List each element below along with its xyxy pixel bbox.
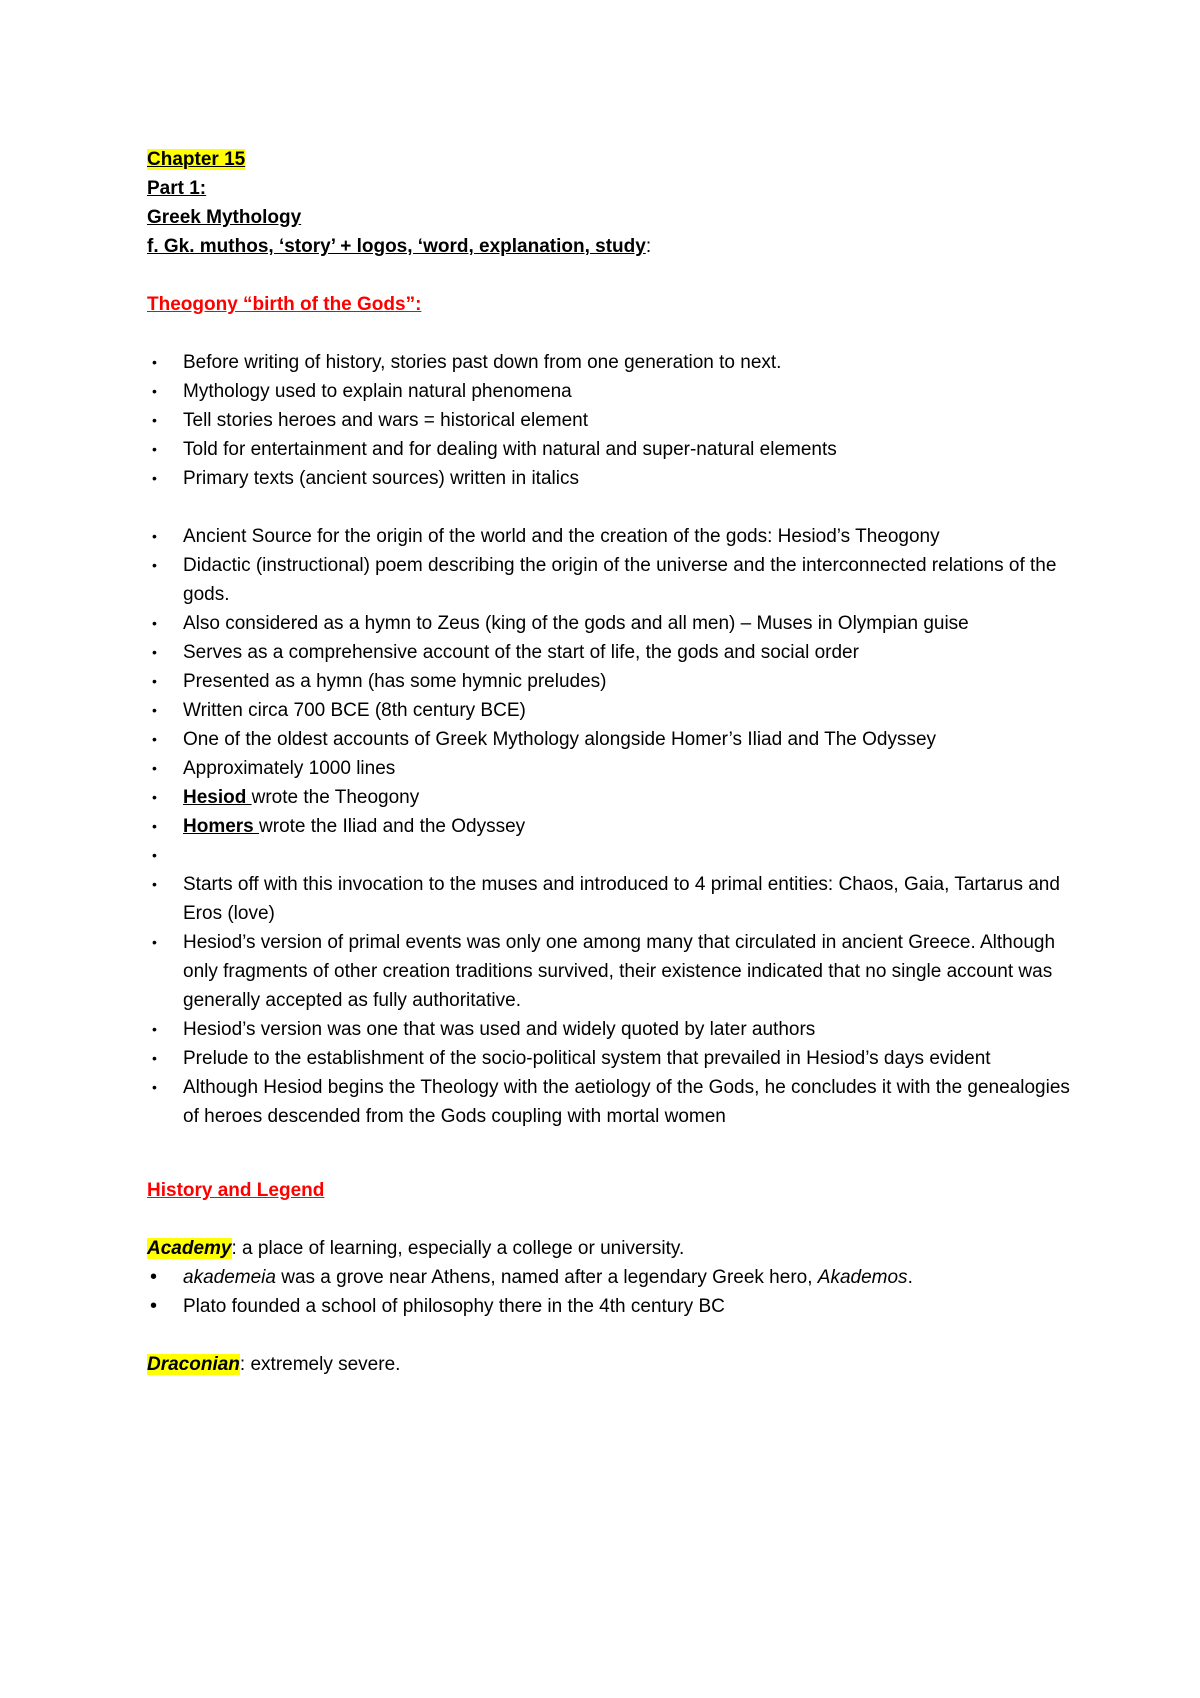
list-item: • Told for entertainment and for dealing with natural and super-natural elements xyxy=(147,435,1077,464)
theogony-list-1 xyxy=(147,348,1077,493)
list-item: • Presented as a hymn (has some hymnic preludes) xyxy=(147,667,1077,696)
list-item-hesiod: • Hesiod wrote the Theogony xyxy=(147,783,1077,812)
part-title: Part 1: xyxy=(147,178,207,199)
etymology-line: f. Gk. muthos, ‘story’ + logos, ‘word, explanation, study: xyxy=(147,236,652,257)
subject-title: Greek Mythology xyxy=(147,207,302,228)
list-item: • Tell stories heroes and wars = historical element xyxy=(147,406,1077,435)
list-item: • Approximately 1000 lines xyxy=(147,754,1077,783)
list-item: • One of the oldest accounts of Greek Mythology alongside Homer’s Iliad and The Odyssey xyxy=(147,725,1077,754)
theogony-heading: Theogony “birth of the Gods”: xyxy=(147,294,422,315)
academy-list xyxy=(147,1263,1077,1321)
list-item: • Serves as a comprehensive account of the start of life, the gods and social order xyxy=(147,638,1077,667)
chapter-label: Chapter 15 xyxy=(147,149,246,170)
list-item-homers: • Homers wrote the Iliad and the Odyssey xyxy=(147,812,1077,841)
draconian-definition: Draconian: extremely severe. xyxy=(147,1354,401,1375)
list-item: • Ancient Source for the origin of the world and the creation of the gods: Hesiod’s Theogony xyxy=(147,522,1077,551)
list-item: • Plato founded a school of philosophy there in the 4th century BC xyxy=(147,1292,1077,1321)
document-page xyxy=(147,145,1077,1379)
list-item: • Primary texts (ancient sources) written in italics xyxy=(147,464,1077,493)
list-item: • Written circa 700 BCE (8th century BCE) xyxy=(147,696,1077,725)
chapter-title xyxy=(147,145,1077,174)
list-item: • Didactic (instructional) poem describing the origin of the universe and the interconnected relations of the gods. xyxy=(147,551,1077,609)
list-item: • Hesiod’s version of primal events was only one among many that circulated in ancient Greece. Although only fragments of other creation traditions survived, their existence indicated that no single account was generally accepted as fully authoritative. xyxy=(147,928,1077,1015)
list-item: • Also considered as a hymn to Zeus (king of the gods and all men) – Muses in Olympian guise xyxy=(147,609,1077,638)
list-item: • Although Hesiod begins the Theology with the aetiology of the Gods, he concludes it with the genealogies of heroes descended from the Gods coupling with mortal women xyxy=(147,1073,1077,1131)
list-item: • Hesiod’s version was one that was used and widely quoted by later authors xyxy=(147,1015,1077,1044)
academy-term: Academy xyxy=(147,1238,232,1259)
academy-definition: Academy: a place of learning, especially a college or university. xyxy=(147,1238,685,1259)
theogony-list-2 xyxy=(147,522,1077,1131)
list-item-empty xyxy=(147,841,1077,870)
list-item: • Starts off with this invocation to the muses and introduced to 4 primal entities: Chaos, Gaia, Tartarus and Eros (love) xyxy=(147,870,1077,928)
list-item: • Mythology used to explain natural phenomena xyxy=(147,377,1077,406)
list-item: • akademeia was a grove near Athens, named after a legendary Greek hero, Akademos. xyxy=(147,1263,1077,1292)
list-item: • Before writing of history, stories past down from one generation to next. xyxy=(147,348,1077,377)
list-item: • Prelude to the establishment of the socio-political system that prevailed in Hesiod’s days evident xyxy=(147,1044,1077,1073)
history-heading: History and Legend xyxy=(147,1180,325,1201)
draconian-term: Draconian xyxy=(147,1354,240,1375)
